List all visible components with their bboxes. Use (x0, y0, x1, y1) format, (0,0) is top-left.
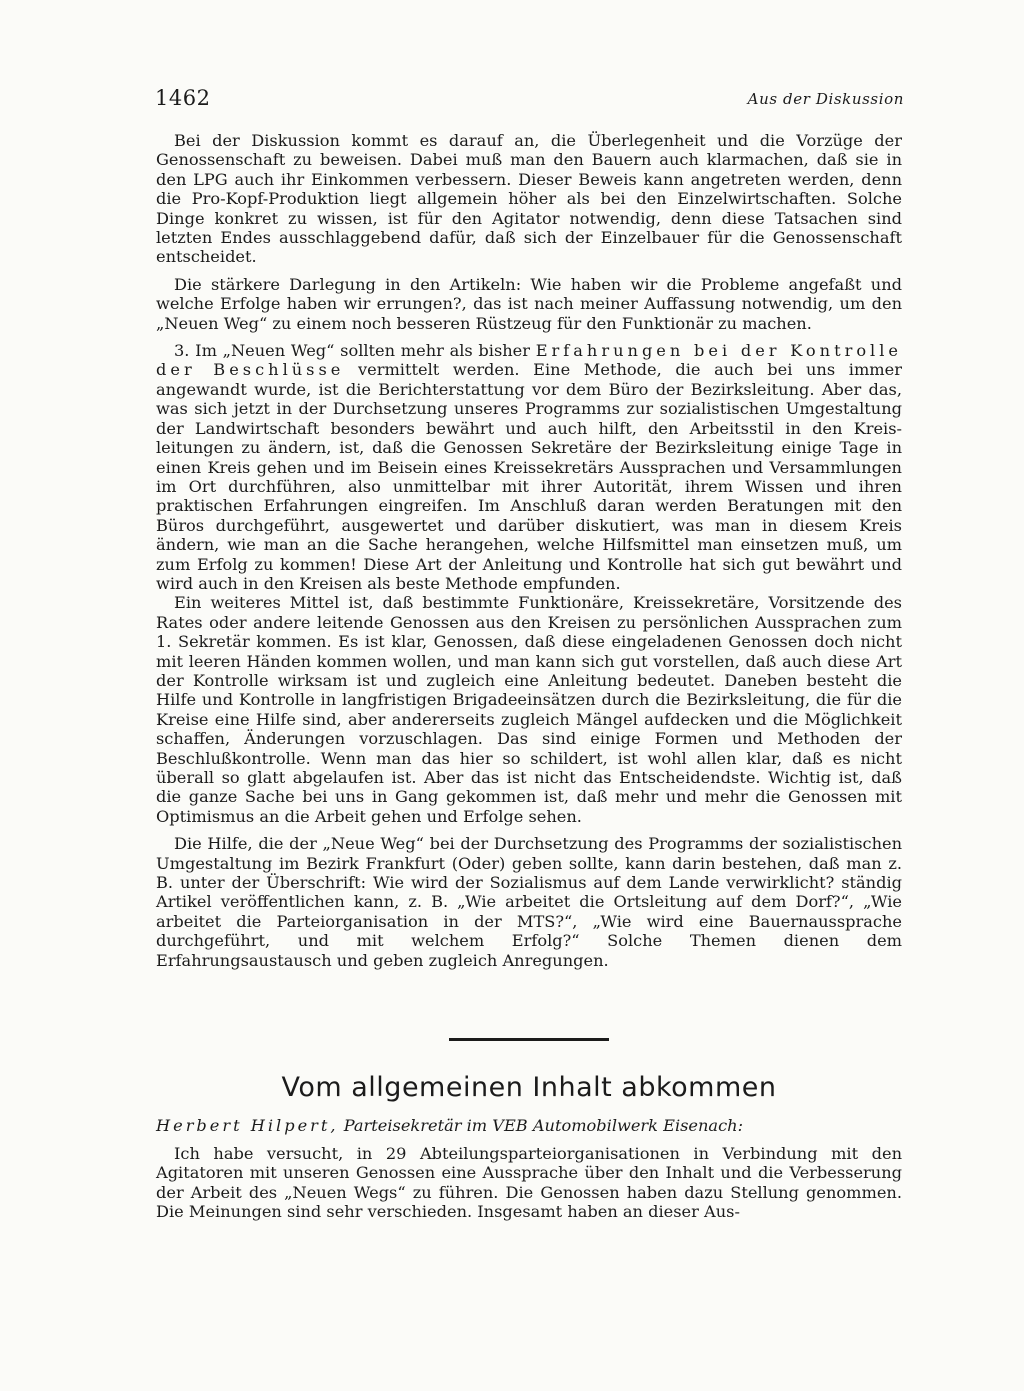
point-3-intro: Im „Neuen Weg“ sollten mehr als bisher (195, 341, 531, 361)
section-title: Vom allgemeinen Inhalt abkommen (281, 1072, 777, 1103)
paragraph-2: Die stärkere Darlegung in den Artikeln: Wie haben wir die Probleme angefaßt und welche Erfolge haben wir errungen?, das ist nach meiner Auffassung notwendig, um den „Neuen Weg“ zu einem noch besseren Rüstzeug für den Funktionär zu machen. (156, 274, 902, 333)
section-body (156, 1144, 902, 1230)
page-number: 1462 (155, 86, 211, 110)
paragraph-4: Ein weiteres Mittel ist, daß bestimmte Funktionäre, Kreissekretäre, Vorsitzende des Rates oder andere leitende Genossen aus den Kreisen zu persönlichen Aussprachen zum 1. Sekretär kommen. Es ist klar, Genossen, daß diese eingeladenen Genossen doch nicht mit leeren Händen kommen wollen, und man kann sich gut vorstellen, daß auch diese Art der Kontrolle wirksam ist und zugleich eine Anleitung bedeutet. Daneben besteht die Hilfe und Kontrolle in langfristigen Brigadeeinsätzen durch die Bezirksleitung, die für die Kreise eine Hilfe sind, aber andererseits zugleich Mängel aufdecken und die Möglichkeit schaffen, Änderungen vorzuschlagen. Das sind einige Formen und Methoden der Beschlußkontrolle. Wenn man das hier so schildert, ist wohl allen klar, daß es nicht überall so glatt abgelaufen ist. Aber das ist nicht das Entscheidendste. Wichtig ist, daß die ganze Sache bei uns in Gang gekommen ist, daß mehr und mehr die Genossen mit Optimismus an die Arbeit gehen und Erfolge sehen. (156, 593, 902, 826)
paragraph-5: Die Hilfe, die der „Neue Weg“ bei der Durchsetzung des Programms der sozialistischen Umgestaltung im Bezirk Frankfurt (Oder) geben sollte, kann darin bestehen, daß man z. B. unter der Überschrift: Wie wird der Sozialismus auf dem Lande verwirklicht? ständig Artikel veröffentlichen kann, z. B. „Wie arbeitet die Ortsleitung auf dem Dorf?“, „Wie arbeitet die Parteiorganisation in der MTS?“, „Wie wird eine Bauernaussprache durchgeführt, und mit welchem Erfolg?“ Solche Themen dienen dem Erfahrungsaustausch und geben zugleich Anregungen. (156, 834, 902, 970)
byline-author: Herbert Hilpert, (156, 1116, 339, 1135)
paragraph-point-3 (156, 341, 902, 593)
point-3-rest: vermittelt werden. Eine Methode, die auch bei uns immer angewandt wurde, ist die Berichterstattung vor dem Büro der Bezirksleitung. Aber das, was sich jetzt in der Durchsetzung unseres Programms zur sozialistischen Umgestaltung der Landwirtschaft besonders bewährt und auch hilft, den Arbeitsstil in den Kreisleitungen zu ändern, ist, daß die Genossen Sekretäre der Bezirksleitung einige Tage in einen Kreis gehen und im Beisein eines Kreissekretärs Aussprachen und Versammlungen im Ort durchführen, also unmittelbar mit ihrer Autorität, ihrem Wissen und ihren praktischen Erfahrungen eingreifen. Im Anschluß daran werden Beratungen mit den Büros durchgeführt, ausgewertet und darüber diskutiert, was man in diesem Kreis ändern, wie man an die Sache herangehen, welche Hilfsmittel man einsetzen muß, um zum Erfolg zu kommen! Diese Art der Anleitung und Kontrolle hat sich gut bewährt und wird auch in den Kreisen als beste Methode empfunden. (156, 360, 902, 593)
byline-affiliation: Parteisekretär im VEB Automobilwerk Eisenach: (343, 1116, 744, 1135)
section-paragraph-1: Ich habe versucht, in 29 Abteilungsparteiorganisationen in Verbindung mit den Agitatoren mit unseren Genossen eine Aussprache über den Inhalt und die Verbesserung der Arbeit des „Neuen Wegs“ zu führen. Die Genossen haben dazu Stellung genommen. Die Meinungen sind sehr verschieden. Insgesamt haben an dieser Aus- (156, 1144, 902, 1222)
running-head: Aus der Diskussion (747, 90, 904, 108)
section-divider (449, 1038, 609, 1041)
point-3-spaced-phrase: Erfahrungen bei der Kontrolle der Beschlüsse (156, 341, 902, 380)
article-body (156, 131, 902, 978)
byline (156, 1116, 902, 1135)
point-3-number: 3. (174, 341, 190, 361)
paragraph-1: Bei der Diskussion kommt es darauf an, die Überlegenheit und die Vorzüge der Genossenschaft zu beweisen. Dabei muß man den Bauern auch klarmachen, daß sie in den LPG auch ihr Einkommen verbessern. Dieser Beweis kann angetreten werden, denn die Pro-Kopf-Produktion liegt allgemein höher als bei den Einzelwirtschaften. Solche Dinge konkret zu wissen, ist für den Agitator notwendig, denn diese Tatsachen sind letzten Endes ausschlaggebend dafür, daß sich der Einzelbauer für die Genossenschaft entscheidet. (156, 131, 902, 267)
